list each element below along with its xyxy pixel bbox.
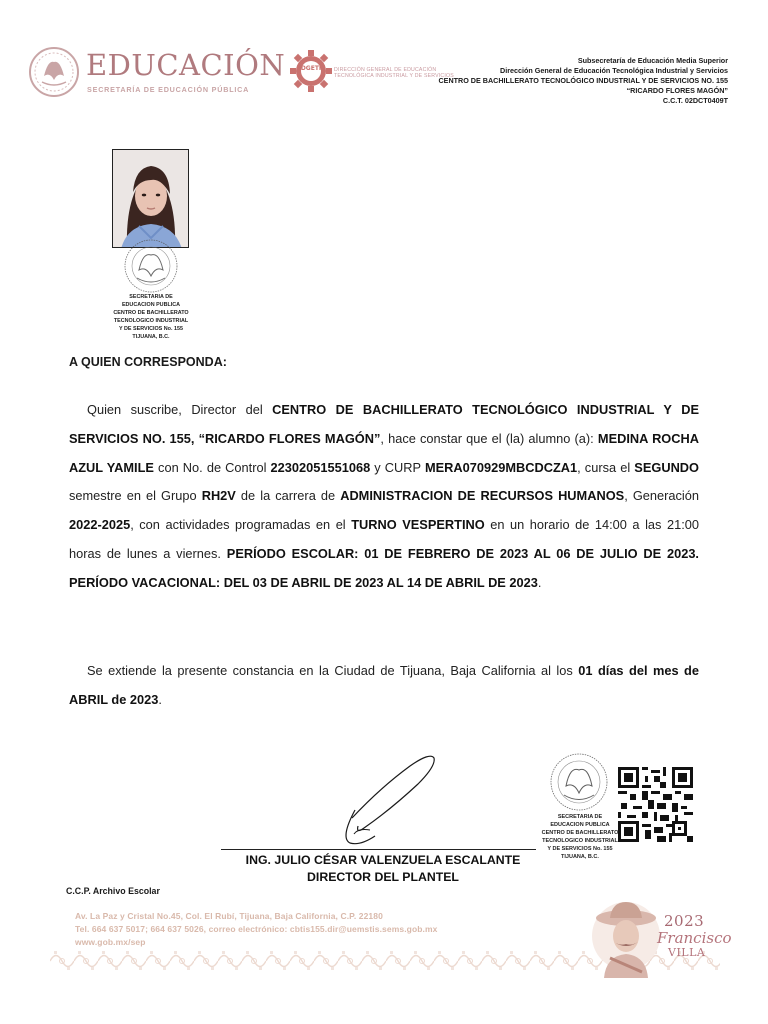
school-periods: PERÍODO ESCOLAR: 01 DE FEBRERO DE 2023 AL 06 DE JULIO DE 2023. PERÍODO VACACIONAL: DEL 03 DE ABRIL DE 2023 AL 14 DE ABRIL DE 2023 (69, 545, 699, 590)
sep-eagle-logo-icon (28, 46, 80, 98)
issue-date: 01 días del mes de ABRIL de 2023 (69, 663, 699, 707)
education-title: EDUCACIÓN (86, 48, 286, 82)
ccp-note: C.C.P. Archivo Escolar (66, 886, 160, 896)
institution-header-block (438, 56, 728, 106)
header-line: C.C.T. 02DCT0409T (662, 96, 728, 105)
dgeti-badge-text: DGETI (300, 65, 322, 72)
director-name: ING. JULIO CÉSAR VALENZUELA ESCALANTE (245, 853, 521, 867)
footer-contact-line: Tel. 664 637 5017; 664 637 5026, correo electrónico: cbtis155.dir@uemstis.sems.gob.mx (75, 924, 438, 934)
dgeti-text: DIRECCIÓN GENERAL DE EDUCACIÓN TECNOLÓGICA INDUSTRIAL Y DE SERVICIOS (334, 67, 454, 79)
certificate-paragraph: Quien suscribe, Director del CENTRO DE BACHILLERATO TECNOLÓGICO INDUSTRIAL Y DE SERVICIOS NO. 155, “RICARDO FLORES MAGÓN”, hace constar que el (la) alumno (a): MEDINA ROCHA AZUL YAMILE con No. de Control 22302051551068 y CURP MERA070929MBCDCZA1, cursa el SEGUNDO semestre en el Grupo RH2V de la carrera de ADMINISTRACION DE RECURSOS HUMANOS, Generación 2022-2025, con actividades programadas en el TURNO VESPERTINO en un horario de 14:00 a las 21:00 horas de lunes a viernes. PERÍODO ESCOLAR: 01 DE FEBRERO DE 2023 AL 06 DE JULIO DE 2023. PERÍODO VACACIONAL: DEL 03 DE ABRIL DE 2023 AL 14 DE ABRIL DE 2023. (69, 402, 699, 590)
curp: MERA070929MBCDCZA1 (424, 459, 578, 475)
francisco-villa-portrait-icon (588, 896, 664, 978)
dgeti-gear-logo-icon (290, 48, 332, 94)
shift: TURNO VESPERTINO (351, 517, 485, 533)
director-title: DIRECTOR DEL PLANTEL (307, 870, 459, 884)
student-photo (112, 149, 189, 248)
footer-website-link[interactable]: www.gob.mx/sep (75, 937, 146, 947)
villa-name-first: Francisco (657, 929, 732, 947)
school-name: CENTRO DE BACHILLERATO TECNOLÓGICO INDUSTRIAL Y DE SERVICIOS NO. 155, “RICARDO FLORES MAGÓN” (69, 402, 699, 446)
official-seal-right-icon (546, 752, 612, 812)
official-seal-left-icon (121, 238, 181, 294)
education-subtitle: SECRETARÍA DE EDUCACIÓN PÚBLICA (87, 85, 250, 94)
document-header (24, 40, 744, 120)
director-signature-icon (330, 748, 445, 850)
semester: SEGUNDO (634, 459, 699, 475)
villa-year: 2023 (664, 912, 705, 930)
header-line: Dirección General de Educación Tecnológica Industrial y Servicios (500, 66, 728, 75)
header-line: CENTRO DE BACHILLERATO TECNOLÓGICO INDUSTRIAL Y DE SERVICIOS NO. 155 (438, 76, 728, 85)
signature-line (221, 849, 536, 850)
career: ADMINISTRACION DE RECURSOS HUMANOS (340, 488, 625, 504)
header-line: Subsecretaría de Educación Media Superior (577, 56, 728, 65)
group: RH2V (201, 488, 236, 504)
salutation: A QUIEN CORRESPONDA: (69, 355, 227, 369)
control-number: 22302051551068 (270, 459, 371, 475)
seal-left-text: SECRETARIA DE EDUCACION PUBLICA CENTRO DE BACHILLERATO TECNOLOGICO INDUSTRIAL Y DE SERVICIOS No. 155 TIJUANA, B.C. (113, 294, 189, 340)
issuance-paragraph: Se extiende la presente constancia en la Ciudad de Tijuana, Baja California al los 01 días del mes de ABRIL de 2023. (69, 663, 699, 707)
generation: 2022-2025 (69, 517, 131, 533)
seal-right-text: SECRETARIA DE EDUCACION PUBLICA CENTRO DE BACHILLERATO TECNOLOGICO INDUSTRIAL Y DE SERVICIOS No. 155 TIJUANA, B.C. (541, 814, 619, 860)
footer-address-line: Av. La Paz y Cristal No.45, Col. El Rubí, Tijuana, Baja California, C.P. 22180 (75, 911, 383, 921)
villa-name-last: VILLA (668, 946, 706, 959)
footer-address (75, 910, 437, 949)
verification-qr-code[interactable] (618, 767, 693, 842)
signatory-block (200, 852, 566, 886)
header-line: “RICARDO FLORES MAGÓN” (626, 86, 728, 95)
student-name: MEDINA ROCHA AZUL YAMILE (69, 430, 699, 475)
